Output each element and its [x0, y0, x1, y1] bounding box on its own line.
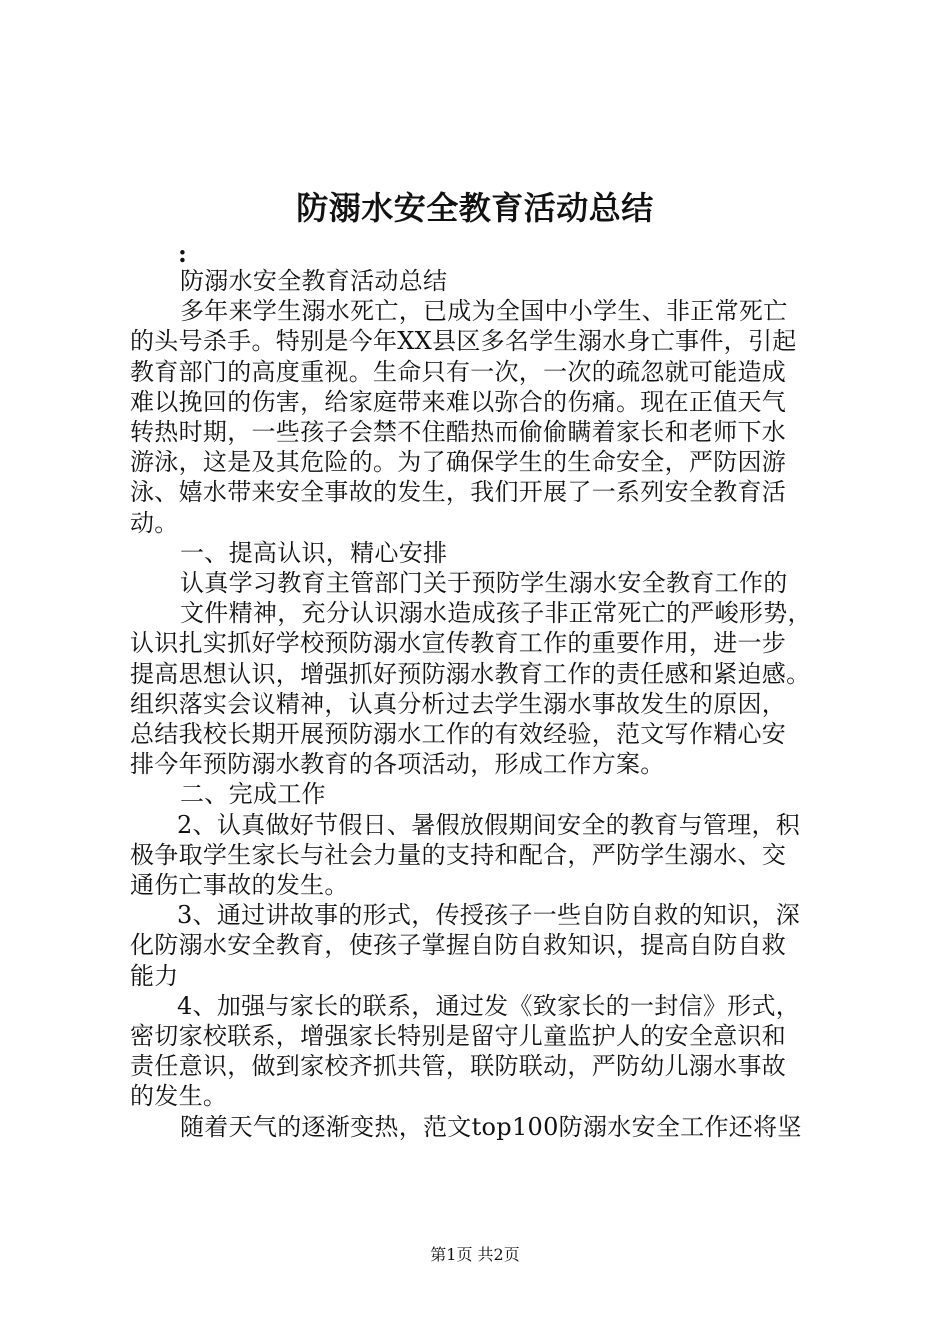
body-line: 化防溺水安全教育，使孩子掌握自防自救知识，提高自防自救	[130, 931, 787, 960]
body-line: 的头号杀手。特别是今年XX县区多名学生溺水身亡事件，引起	[130, 327, 797, 356]
body-line: 通伤亡事故的发生。	[130, 871, 349, 900]
body-line: 泳、嬉水带来安全事故的发生，我们开展了一系列安全教育活	[130, 478, 787, 507]
body-line: 教育部门的高度重视。生命只有一次，一次的疏忽就可能造成	[130, 357, 787, 386]
body-line: 提高思想认识，增强抓好预防溺水教育工作的责任感和紧迫感。	[130, 659, 811, 688]
body-line: 密切家校联系，增强家长特别是留守儿童监护人的安全意识和	[130, 1022, 787, 1051]
body-line: 多年来学生溺水死亡，已成为全国中小学生、非正常死亡	[180, 297, 788, 326]
body-line: 文件精神，充分认识溺水造成孩子非正常死亡的严峻形势，	[180, 599, 812, 628]
body-line: 随着天气的逐渐变热，范文top100防溺水安全工作还将坚	[180, 1112, 802, 1141]
body-line: 的发生。	[130, 1082, 228, 1111]
body-line: 极争取学生家长与社会力量的支持和配合，严防学生溺水、交	[130, 840, 787, 869]
body-line: 防溺水安全教育活动总结	[180, 267, 448, 295]
body-line: 难以挽回的伤害，给家庭带来难以弥合的伤痛。现在正值天气	[130, 387, 787, 416]
document-title: 防溺水安全教育活动总结	[296, 189, 654, 227]
body-line: 组织落实会议精神，认真分析过去学生溺水事故发生的原因，	[130, 689, 787, 718]
page-footer: 第1页 共2页	[430, 1245, 520, 1264]
section-heading: 二、完成工作	[180, 780, 326, 809]
body-line: 3、通过讲故事的形式，传授孩子一些自防自救的知识，深	[177, 901, 801, 930]
body-line: 能力	[130, 961, 179, 990]
body-line: 游泳，这是及其危险的。为了确保学生的生命安全，严防因游	[130, 448, 787, 477]
body-line: 4、加强与家长的联系，通过发《致家长的一封信》形式，	[177, 991, 801, 1020]
body-line: 总结我校长期开展预防溺水工作的有效经验，范文写作精心安	[130, 720, 787, 749]
body-line: 动。	[130, 508, 179, 537]
body-line: 2、认真做好节假日、暑假放假期间安全的教育与管理，积	[177, 810, 801, 839]
body-line: 认识扎实抓好学校预防溺水宣传教育工作的重要作用，进一步	[130, 629, 787, 658]
colon-mark: :	[178, 239, 187, 268]
body-line: 责任意识，做到家校齐抓共管，联防联动，严防幼儿溺水事故	[130, 1052, 787, 1081]
document-body	[130, 266, 850, 1142]
body-line: 认真学习教育主管部门关于预防学生溺水安全教育工作的	[180, 569, 788, 598]
section-heading: 一、提高认识，精心安排	[180, 538, 448, 567]
body-line: 排今年预防溺水教育的各项活动，形成工作方案。	[130, 750, 665, 779]
body-line: 转热时期，一些孩子会禁不住酷热而偷偷瞒着家长和老师下水	[130, 418, 787, 447]
